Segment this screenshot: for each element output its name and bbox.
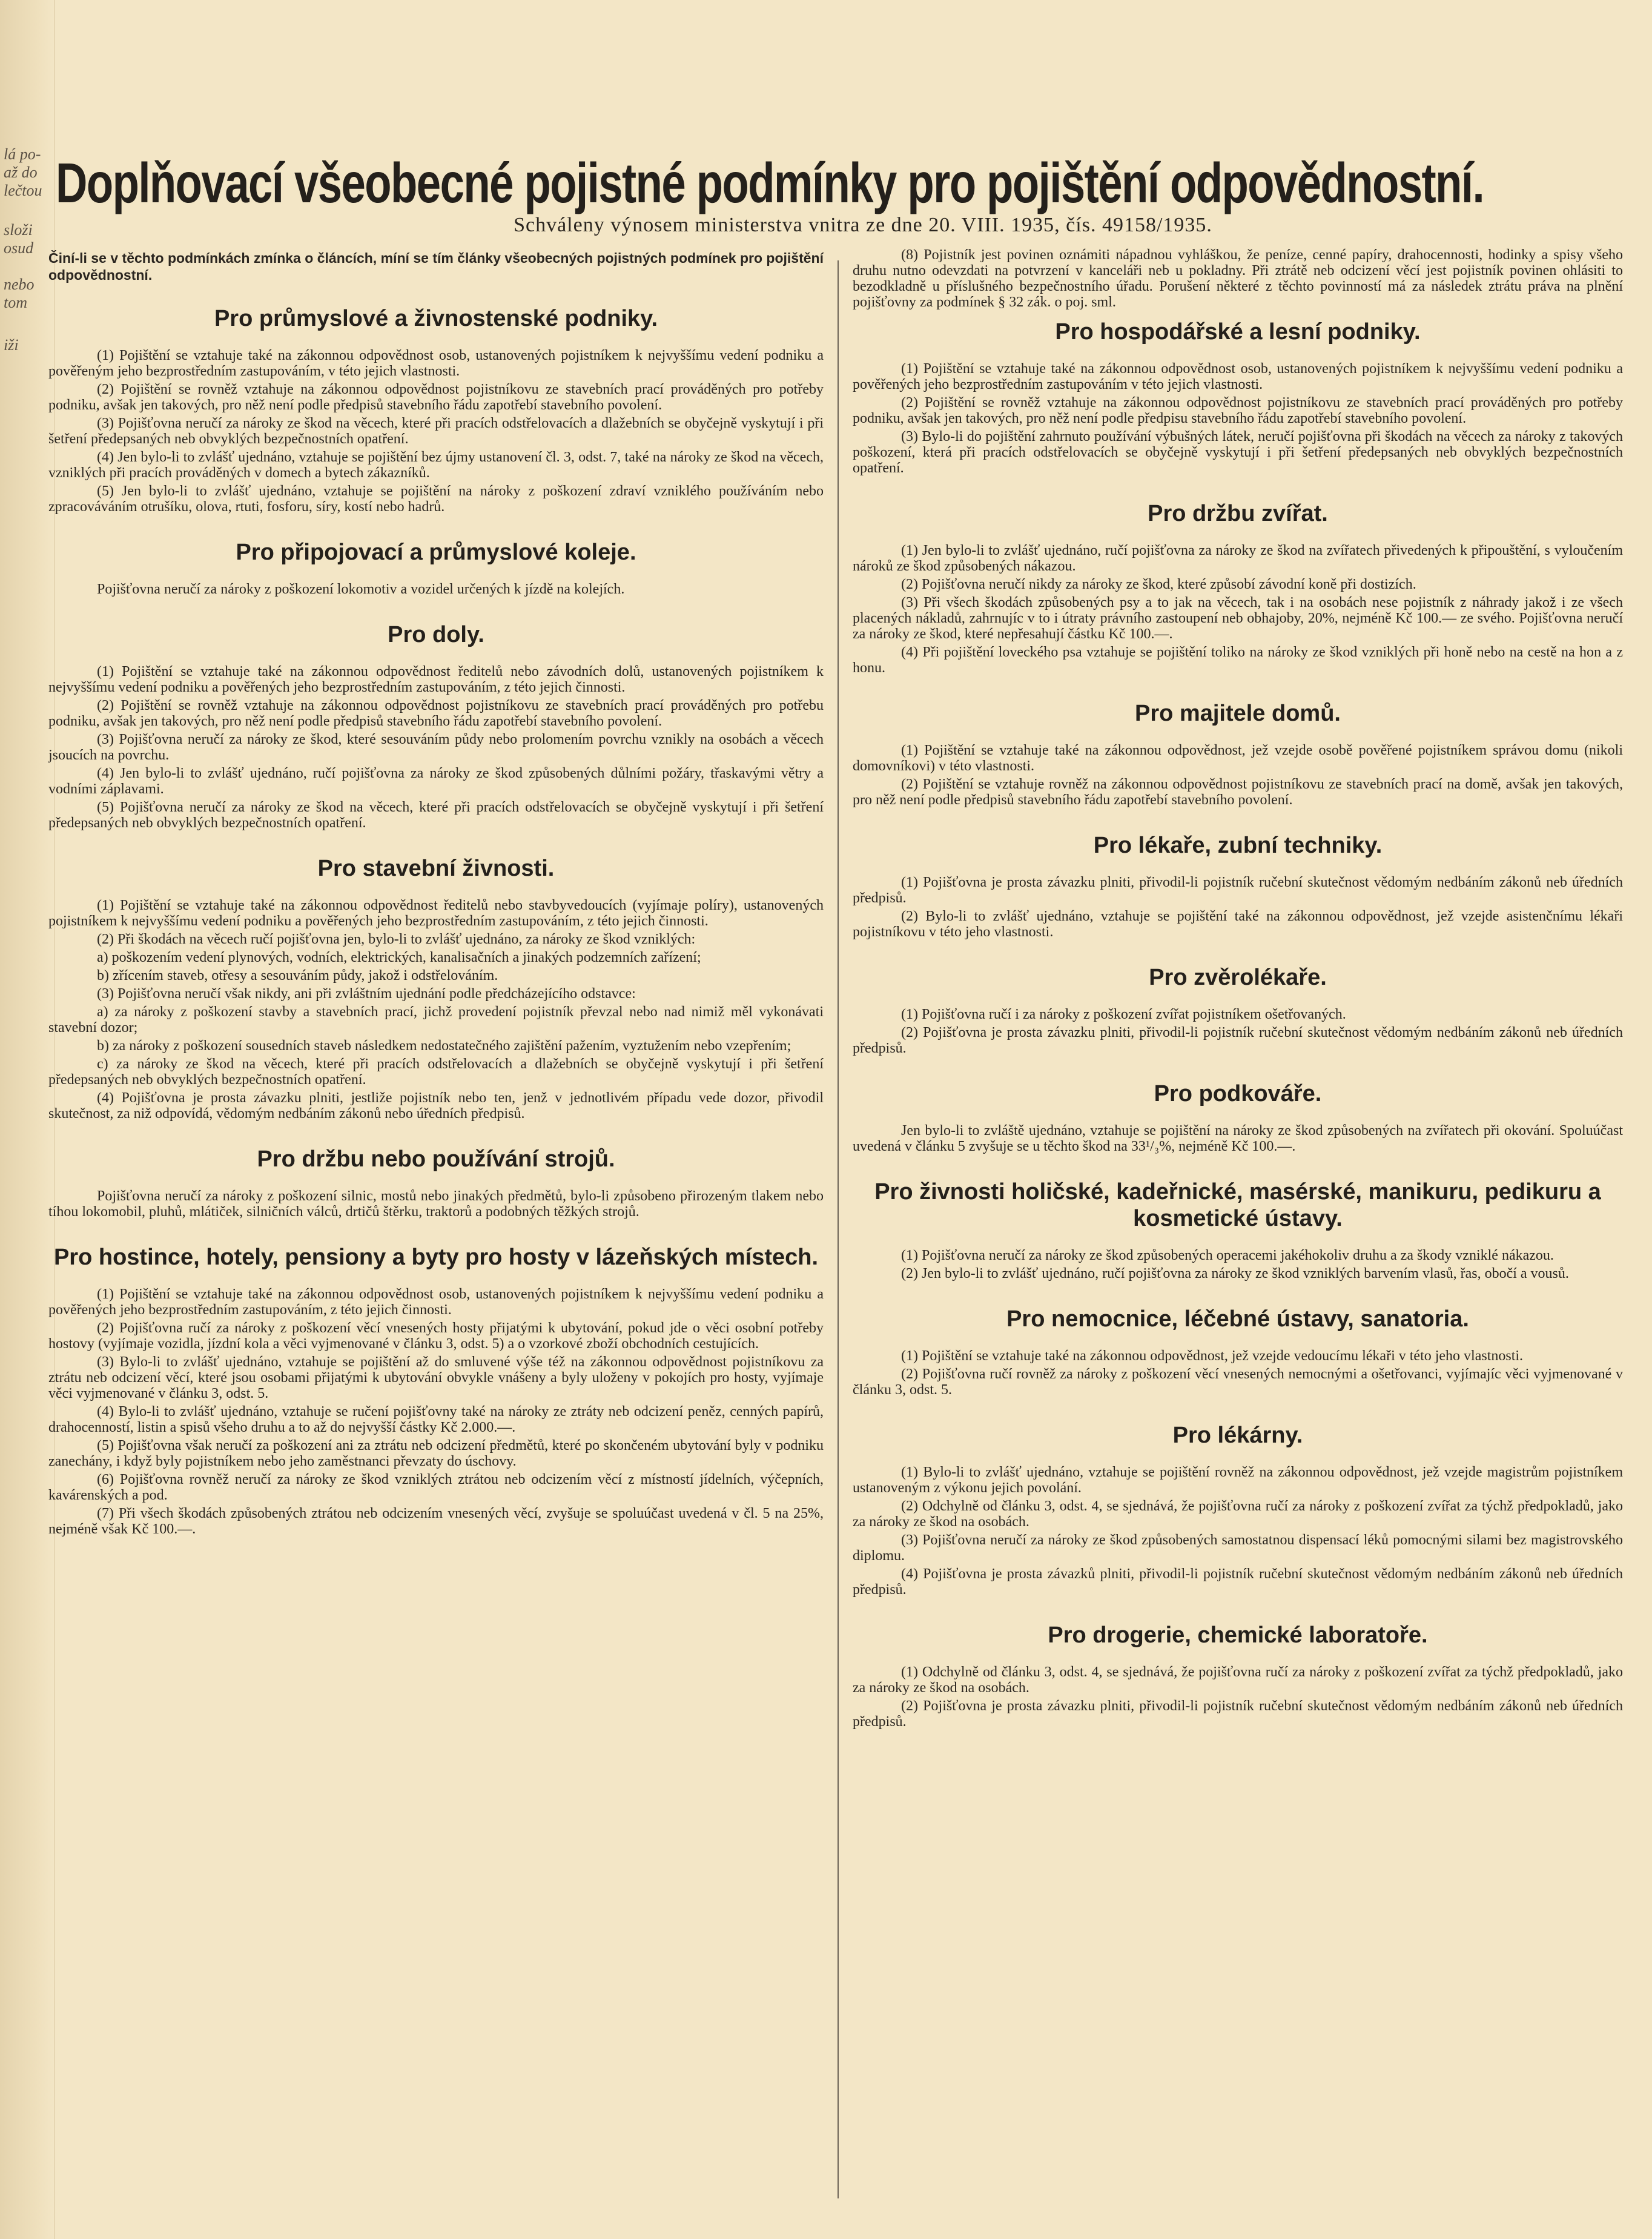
section-heading: Pro stavební živnosti. <box>317 856 555 881</box>
section <box>48 1146 824 1220</box>
section-paragraph: b) zřícením staveb, otřesy a sesouváním půdy, jakož i odstřelováním. <box>97 968 498 984</box>
section <box>853 1422 1623 1598</box>
left-column <box>48 247 824 1561</box>
section-heading: Pro hospodářské a lesní podniky. <box>1055 319 1421 345</box>
section-paragraph: (4) Jen bylo-li to zvlášť ujednáno, ručí pojišťovna za nároky ze škod způsobených důlními požáry, třaskavými větry a vodními záplavami. <box>48 766 824 797</box>
section-heading: Pro hostince, hotely, pensiony a byty pro hosty v lázeňských místech. <box>53 1245 819 1270</box>
section-paragraph: b) za nároky z poškození sousedních staveb následkem nedostatečného zajištění pažením, vyztužením nebo vzepřením; <box>97 1038 791 1054</box>
section-paragraph: (1) Bylo-li to zvlášť ujednáno, vztahuje se pojištění rovněž na zákonnou odpovědnost, jež vzejde magistrům pojistníkem ustanoveným z výkonu jejich povolání. <box>853 1464 1623 1496</box>
section <box>853 964 1623 1056</box>
section-paragraph: (4) Bylo-li to zvlášť ujednáno, vztahuje se ručení pojišťovny také na nároky ze ztráty neb odcizení peněz, cenných papírů, drahocenností, listin a spisů všeho druhu a to až do nejvyšší částky Kč 2.000.—. <box>48 1404 824 1435</box>
section <box>853 500 1623 676</box>
section-heading: Pro průmyslové a živnostenské podniky. <box>214 306 658 331</box>
section <box>48 305 824 515</box>
section-paragraph: (5) Jen bylo-li to zvlášť ujednáno, vztahuje se pojištění na nároky z poškození zdraví vzniklého používáním nebo zpracováváním otrušíku, olova, rtuti, fosforu, síry, kostí nebo hadrů. <box>48 483 824 515</box>
margin-fragment-group <box>4 276 52 312</box>
section-paragraph: (4) Pojišťovna je prosta závazku plniti, jestliže pojistník nebo ten, jenž v jednotlivém případu vede dozor, přivodil skutečnost, za niž odpovídá, vědomým nedbáním zákonů nebo úředních předpisů. <box>48 1090 824 1122</box>
section <box>853 1306 1623 1398</box>
section-heading: Pro živnosti holičské, kadeřnické, masérské, manikuru, pedikuru a kosmetické ústavy. <box>874 1179 1601 1231</box>
section-heading: Pro lékaře, zubní techniky. <box>1093 833 1383 858</box>
margin-fragment-group <box>4 336 52 354</box>
section <box>853 319 1623 476</box>
section-paragraph: (3) Pojišťovna neručí za nároky ze škod, které sesouváním půdy nebo prolomením povrchu vznikly na osobách a věcech jsoucích na povrchu. <box>48 732 824 763</box>
margin-fragment-line: složi <box>4 221 33 239</box>
section-paragraph: a) poškozením vedení plynových, vodních, elektrických, kanalisačních a jinakých podzemních zařízení; <box>97 950 701 965</box>
right-column <box>853 247 1623 1754</box>
section-paragraph: (1) Pojišťovna je prosta závazku plniti, přivodil-li pojistník ručební skutečnost vědomým nedbáním zákonů neb úředních předpisů. <box>853 875 1623 906</box>
section-paragraph: (4) Jen bylo-li to zvlášť ujednáno, vztahuje se pojištění bez újmy ustanovení čl. 3, odst. 7, také na nároky ze škod na věcech, vzniklých při pracích prováděných v domech a bytech zákazníků. <box>48 449 824 481</box>
section-paragraph: (3) Pojišťovna neručí za nároky ze škod způsobených samostatnou dispensací léků pomocnými silami bez magistrovského diplomu. <box>853 1532 1623 1564</box>
left-sections <box>48 305 824 1537</box>
section-paragraph: (2) Pojišťovna neručí nikdy za nároky ze škod, které způsobí závodní koně při dostizích. <box>901 577 1416 592</box>
section-paragraph: (2) Odchylně od článku 3, odst. 4, se sjednává, že pojišťovna ručí za nároky z poškození zvířat za týchž předpokladů, jako za nároky ze škod na osobách. <box>853 1498 1623 1530</box>
section-paragraph: (2) Pojišťovna ručí za nároky z poškození věcí vnesených hosty přijatými k ubytování, pokud jde o věci osobní potřeby hostovy (vyjímaje vozidla, jízdní kola a věci vyjmenované v článku 3, odst. 5) a o vzorkové zboží obchodních cestujících. <box>48 1320 824 1352</box>
margin-fragment-line: až do <box>4 164 38 181</box>
section-paragraph: (2) Pojištění se rovněž vztahuje na zákonnou odpovědnost pojistníkovu ze stavebních prací prováděných pro potřeby podniku, avšak jen takových, pro něž není podle předpisu stavebního řádu zapotřebí stavebního povolení. <box>853 395 1623 426</box>
section-heading: Pro podkováře. <box>1154 1081 1322 1106</box>
margin-fragment-line: tom <box>4 294 27 311</box>
section-paragraph: (5) Pojišťovna však neručí za poškození ani za ztrátu neb odcizení předmětů, které po skončeném ubytování byly v podniku zanechány, i když byly pojistníkem nebo jeho zaměstnanci převzaty do úschovy. <box>48 1438 824 1469</box>
section-paragraph: (3) Pojišťovna neručí však nikdy, ani při zvláštním ujednání podle předcházejícího odstavce: <box>97 986 636 1002</box>
margin-fragment-group <box>4 221 52 257</box>
section-heading: Pro držbu zvířat. <box>1148 501 1328 526</box>
right-sections <box>853 319 1623 1730</box>
margin-fragment-line: nebo <box>4 276 35 293</box>
section-heading: Pro doly. <box>388 622 484 647</box>
section <box>853 832 1623 940</box>
section-paragraph: (2) Pojištění se vztahuje rovněž na zákonnou odpovědnost pojistníkovu ze stavebních prací na domě, avšak jen takových, pro něž není podle předpisů stavebního řádu zapotřebí stavebního povolení. <box>853 776 1623 808</box>
section <box>48 855 824 1122</box>
section-paragraph: (2) Jen bylo-li to zvlášť ujednáno, ručí pojišťovna za nároky ze škod vzniklých barvením vlasů, řas, obočí a vousů. <box>901 1266 1569 1282</box>
section-paragraph: (2) Pojišťovna je prosta závazku plniti, přivodil-li pojistník ručební skutečnost vědomým nedbáním zákonů neb úředních předpisů. <box>853 1698 1623 1730</box>
section-paragraph: Pojišťovna neručí za nároky z poškození silnic, mostů nebo jinakých předmětů, bylo-li způsobeno přirozeným tlakem nebo tíhou lokomobil, pluhů, mlátiček, silničních válců, drtičů štěrku, traktorů a podobných těžkých strojů. <box>48 1188 824 1220</box>
section-paragraph: Pojišťovna neručí za nároky z poškození lokomotiv a vozidel určených k jízdě na kolejích. <box>97 581 625 597</box>
section-paragraph: Jen bylo-li to zvláště ujednáno, vztahuje se pojištění na nároky ze škod způsobených na zvířatech při okování. Spoluúčast uvedená v článku 5 zvyšuje se u těchto škod na 33¹/₃%, nejméně Kč 100.—. <box>853 1123 1623 1154</box>
section-paragraph: (2) Pojišťovna je prosta závazku plniti, přivodil-li pojistník ručební skutečnost vědomým nedbáním zákonů neb úředních předpisů. <box>853 1025 1623 1056</box>
section-heading: Pro drogerie, chemické laboratoře. <box>1048 1622 1428 1648</box>
section-paragraph: (2) Při škodách na věcech ručí pojišťovna jen, bylo-li to zvlášť ujednáno, za nároky ze škod vzniklých: <box>97 931 696 947</box>
section-paragraph: (3) Bylo-li to zvlášť ujednáno, vztahuje se pojištění až do smluvené výše též na zákonnou odpovědnost pojistníkovu za ztrátu neb odcizení věcí, které jsou osobami přijatými k ubytování obvykle vnášeny a byly uloženy v pokojích pro hosty, vyjímaje věci vyjmenované v článku 3, odst. 5. <box>48 1354 824 1401</box>
section-paragraph: (2) Pojišťovna ručí rovněž za nároky z poškození věcí vnesených nemocnými a ošetřovanci, vyjímajíc věci vyjmenované v článku 3, odst. 5. <box>853 1366 1623 1398</box>
section <box>48 621 824 831</box>
section-paragraph: c) za nároky ze škod na věcech, které při pracích odstřelovacích a dlažebních se obyčejně vyskytují i při šetření předepsaných neb obvyklých bezpečnostních opatření. <box>48 1056 824 1088</box>
section <box>48 539 824 597</box>
column-divider <box>838 260 839 2198</box>
section-heading: Pro zvěrolékaře. <box>1149 965 1327 990</box>
section-paragraph: (1) Pojištění se vztahuje také na zákonnou odpovědnost ředitelů nebo závodních dolů, ustanovených pojistníkem k nejvyššímu vedení podniku a pověřených jeho bezprostředním zastupováním, z této jejich činnosti. <box>48 664 824 695</box>
section-paragraph: (4) Při pojištění loveckého psa vztahuje se pojištění toliko na nároky ze škod vzniklých při honě nebo na cestě na hon a z honu. <box>853 644 1623 676</box>
section-paragraph: (1) Pojištění se vztahuje také na zákonnou odpovědnost osob, ustanovených pojistníkem k nejvyššímu vedení podniku a pověřeným jeho bezprostředním zastupováním, v této jejich vlastnosti. <box>48 348 824 379</box>
section-paragraph: (1) Jen bylo-li to zvlášť ujednáno, ručí pojišťovna za nároky ze škod na zvířatech přivedených k připouštění, s vyloučením nároků ze škod způsobených nákazou. <box>853 543 1623 574</box>
section-heading: Pro majitele domů. <box>1135 701 1341 726</box>
section-paragraph: (1) Pojištění se vztahuje také na zákonnou odpovědnost osob, ustanovených pojistníkem k nejvyššímu vedení podniku a pověřených jeho bezprostředním zastupováním v této jejich vlastnosti. <box>853 361 1623 392</box>
section-paragraph: (1) Pojištění se vztahuje také na zákonnou odpovědnost, jež vzejde osobě pověřené pojistníkem správou domu (nikoli domovníkovi) v této vlastnosti. <box>853 742 1623 774</box>
section <box>853 700 1623 808</box>
margin-fragment-line: lá po- <box>4 145 41 163</box>
section-paragraph: (1) Pojištění se vztahuje také na zákonnou odpovědnost osob, ustanovených pojistníkem k nejvyššímu vedení podniku a pověřených jeho bezprostředním zastupováním, z této jejich činnosti. <box>48 1286 824 1318</box>
section-paragraph: (1) Pojištění se vztahuje také na zákonnou odpovědnost, jež vzejde vedoucímu lékaři v této jeho vlastnosti. <box>901 1348 1524 1364</box>
section-paragraph: (5) Pojišťovna neručí za nároky ze škod na věcech, které při pracích odstřelovacích se obyčejně vyskytují i při šetření předepsaných neb obvyklých bezpečnostních opatření. <box>48 799 824 831</box>
section-paragraph: (2) Pojištění se rovněž vztahuje na zákonnou odpovědnost pojistníkovu ze stavebních prací prováděných pro potřeby podniku, avšak jen takových, pro něž není podle předpisů stavebního řádu zapotřebí stavebního povolení. <box>48 382 824 413</box>
intro-note: Činí-li se v těchto podmínkách zmínka o článcích, míní se tím články všeobecných pojistných podmínek pro pojištění odpovědnostní. <box>48 250 824 283</box>
margin-fragment-group <box>4 145 52 200</box>
margin-fragment-line: lečtou <box>4 182 42 199</box>
section <box>48 1244 824 1537</box>
section <box>853 1622 1623 1730</box>
section-heading: Pro nemocnice, léčebné ústavy, sanatoria. <box>1006 1306 1469 1332</box>
section-paragraph: (2) Bylo-li to zvlášť ujednáno, vztahuje se pojištění také na zákonnou odpovědnost, jež vzejde asistenčnímu lékaři pojistníkovu v této jeho vlastnosti. <box>853 908 1623 940</box>
section-paragraph: (2) Pojištění se rovněž vztahuje na zákonnou odpovědnost pojistníkovu ze stavebních prací prováděných pro potřebu podniku, avšak jen takových, pro něž není podle předpisů stavebního řádu zapotřebí stavebního povolení. <box>48 698 824 729</box>
section-paragraph: (6) Pojišťovna rovněž neručí za nároky ze škod vzniklých ztrátou neb odcizením věcí z místností jídelních, výčepních, kavárenských a pod. <box>48 1472 824 1503</box>
section-paragraph: a) za nároky z poškození stavby a stavebních prací, jichž provedení pojistník převzal nebo nad nimiž měl vykonávati stavební dozor; <box>48 1004 824 1036</box>
section-paragraph: (1) Pojišťovna ručí i za nároky z poškození zvířat pojistníkem ošetřovaných. <box>901 1007 1346 1022</box>
section-paragraph: (1) Pojištění se vztahuje také na zákonnou odpovědnost ředitelů nebo stavbyvedoucích (vyjímaje políry), ustanovených pojistníkem k nejvyššímu vedení podniku a pověřených jeho bezprostředním zastupováním, z této jejich činnosti. <box>48 898 824 929</box>
section <box>853 1179 1623 1282</box>
margin-fragment-line: osud <box>4 239 34 257</box>
section-paragraph: (3) Pojišťovna neručí za nároky ze škod na věcech, které při pracích odstřelovacích a dlažebních se obyčejně vyskytují i při šetření předepsaných neb obvyklých bezpečnostních opatření. <box>48 415 824 447</box>
section-heading: Pro lékárny. <box>1172 1423 1303 1448</box>
section-paragraph: (1) Odchylně od článku 3, odst. 4, se sjednává, že pojišťovna ručí za nároky z poškození zvířat za týchž předpokladů, jako za nároky ze škod na osobách. <box>853 1664 1623 1696</box>
right-lead-paragraph: (8) Pojistník jest povinen oznámiti nápadnou vyhláškou, že peníze, cenné papíry, drahocennosti, hodinky a spisy všeho druhu nutno odevzdati na potvrzení v kanceláři neb u pokladny. Při ztrátě neb odcizení věcí jest pojistník povinen ohlásiti to bezodkladně u příslušného bezpečnostního úřadu. Porušení některé z těchto povinností má za následek ztrátu práva na plnění pojišťovny za podmínek § 32 zák. o poj. sml. <box>853 247 1623 310</box>
margin-fragment-line: iži <box>4 336 19 354</box>
document-subtitle: Schváleny výnosem ministerstva vnitra ze dne 20. VIII. 1935, čís. 49158/1935. <box>514 214 1212 236</box>
section <box>853 1080 1623 1154</box>
document-title: Doplňovací všeobecné pojistné podmínky pro pojištění odpovědnostní. <box>56 151 1484 214</box>
section-paragraph: (1) Pojišťovna neručí za nároky ze škod způsobených operacemi jakéhokoliv druhu a za škody vzniklé nákazou. <box>901 1248 1554 1263</box>
section-paragraph: (7) Při všech škodách způsobených ztrátou neb odcizením vnesených věcí, zvyšuje se spoluúčast uvedená v čl. 5 na 25%, nejméně však Kč 100.—. <box>48 1506 824 1537</box>
section-heading: Pro připojovací a průmyslové koleje. <box>236 540 636 565</box>
section-paragraph: (4) Pojišťovna je prosta závazků plniti, přivodil-li pojistník ručební skutečnost vědomým nedbáním zákonů neb úředních předpisů. <box>853 1566 1623 1598</box>
section-paragraph: (3) Při všech škodách způsobených psy a to jak na věcech, tak i na osobách nese pojistník z náhrady jakož i ze všech placených nákladů, zahrnujíc v to i útraty právního zastoupení neb obhajoby, 20%, nejméně Kč 100.— ze svého. Pojišťovna neručí za nároky ze škod, které nepřesahují částku Kč 100.—. <box>853 595 1623 642</box>
section-paragraph: (3) Bylo-li do pojištění zahrnuto používání výbušných látek, neručí pojišťovna při škodách na věcech za nároky z takových poškození, která při pracích odstřelovacích se obyčejně vyskytují i při šetření předepsaných neb obvyklých bezpečnostních opatření. <box>853 429 1623 476</box>
section-heading: Pro držbu nebo používání strojů. <box>257 1146 615 1172</box>
